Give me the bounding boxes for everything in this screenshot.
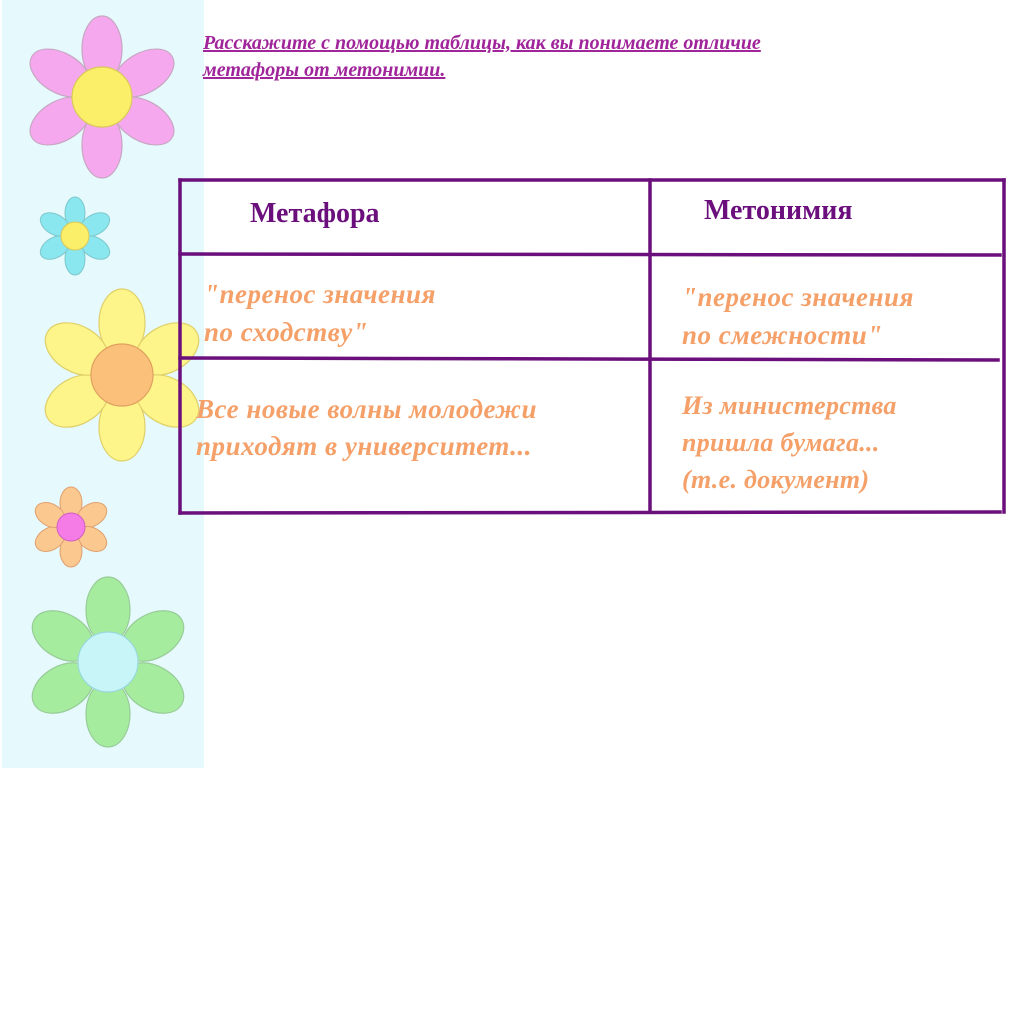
header-metaphor: Метафора <box>250 198 380 229</box>
definition-metaphor-line-1: "перенос значения <box>204 279 436 309</box>
pink-flower-icon <box>22 16 182 178</box>
cyan-flower-icon <box>36 197 114 275</box>
definition-metonymy <box>682 278 914 354</box>
example-metaphor-line-1: Все новые волны молодежи <box>196 394 538 424</box>
task-prompt-line-2: метафоры от метонимии. <box>203 59 446 81</box>
example-metonymy <box>682 387 897 498</box>
definition-metonymy-line-2: по смежности" <box>682 320 883 350</box>
example-metaphor <box>196 391 537 465</box>
green-flower-icon <box>23 577 192 747</box>
task-prompt <box>203 30 903 84</box>
task-prompt-line-1: Расскажите с помощью таблицы, как вы понимаете отличие <box>203 32 761 54</box>
definition-metaphor-line-2: по сходству" <box>204 317 369 347</box>
example-metaphor-line-2: приходят в университет... <box>196 431 532 461</box>
example-metonymy-line-2: пришла бумага... <box>682 428 880 457</box>
header-metonymy: Метонимия <box>704 195 853 226</box>
example-metonymy-line-3: (т.е. документ) <box>682 465 870 494</box>
definition-metaphor <box>204 275 436 351</box>
example-metonymy-line-1: Из министерства <box>682 391 897 420</box>
definition-metonymy-line-1: "перенос значения <box>682 282 914 312</box>
orange-flower-icon <box>31 487 111 567</box>
